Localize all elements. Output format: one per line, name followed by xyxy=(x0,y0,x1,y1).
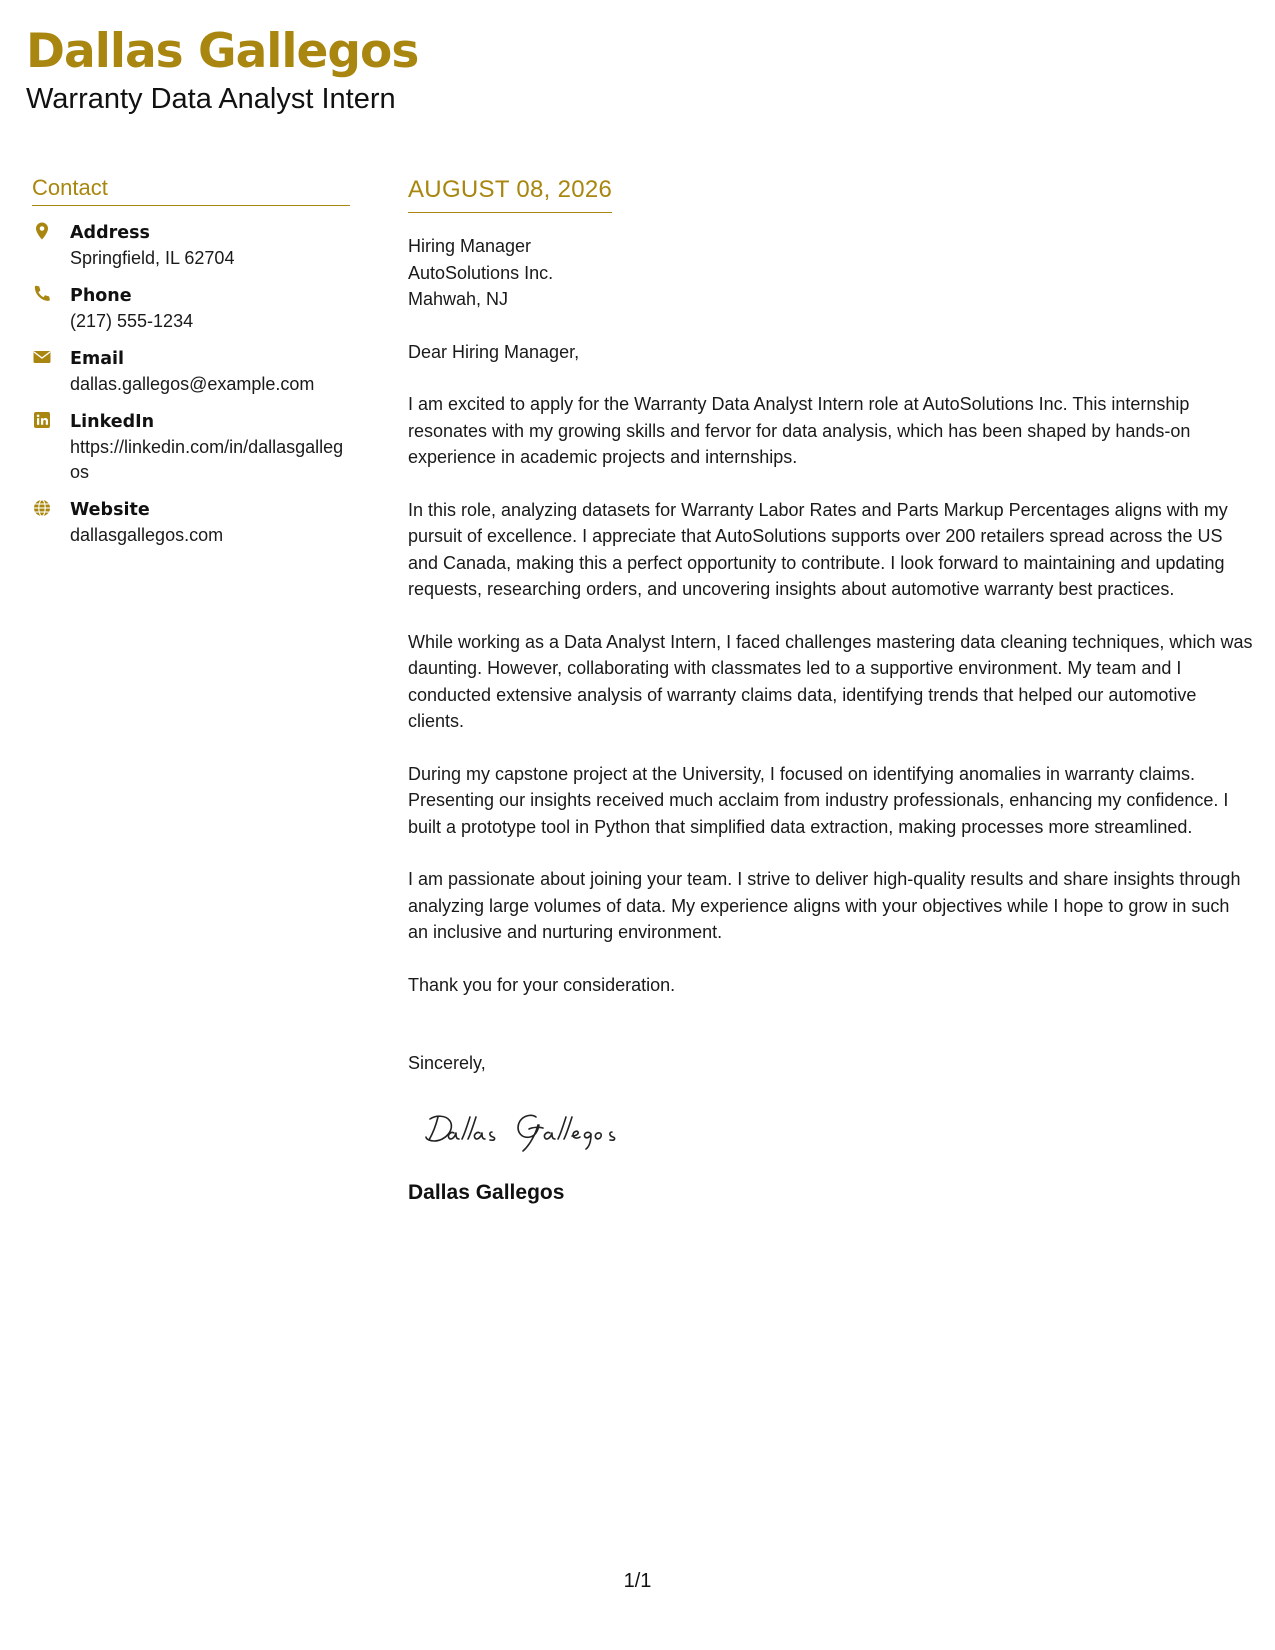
recipient-company: AutoSolutions Inc. xyxy=(408,262,554,283)
linkedin-icon xyxy=(32,409,70,485)
contact-label: Phone xyxy=(70,286,132,306)
website-link[interactable]: dallasgallegos.com xyxy=(70,525,224,545)
salutation: Dear Hiring Manager, xyxy=(408,341,580,362)
applicant-name: Dallas Gallegos xyxy=(26,24,419,79)
letter-body xyxy=(408,176,1254,1205)
thank-you-line: Thank you for your consideration. xyxy=(408,974,676,995)
contact-item-phone xyxy=(32,283,350,334)
globe-icon xyxy=(32,497,70,548)
letter-header xyxy=(26,22,418,116)
contact-label: Website xyxy=(70,500,150,520)
recipient-block xyxy=(408,233,1254,313)
body-paragraph: I am excited to apply for the Warranty Data Analyst Intern role at AutoSolutions Inc. This internship resonates with my growing skills and fervor for data analysis, which has been shaped by hands-on experience in academic projects and internships. xyxy=(408,394,1191,467)
phone-value: (217) 555-1234 xyxy=(70,311,194,331)
job-title: Warranty Data Analyst Intern xyxy=(26,83,396,115)
closing: Sincerely, xyxy=(408,1053,486,1073)
contact-item-website xyxy=(32,497,350,548)
contact-label: Email xyxy=(70,349,124,369)
body-paragraph: During my capstone project at the University, I focused on identifying anomalies in warranty claims. Presenting our insights received much acclaim from industry professionals, enhancing my confidence. I built a prototype tool in Python that simplified data extraction, making processes more streamlined. xyxy=(408,763,1229,837)
letter-date: AUGUST 08, 2026 xyxy=(408,176,612,213)
signer-name: Dallas Gallegos xyxy=(408,1180,565,1204)
contact-section-title: Contact xyxy=(32,175,350,206)
recipient-location: Mahwah, NJ xyxy=(408,289,509,309)
contact-item-address xyxy=(32,220,350,271)
linkedin-link[interactable]: https://linkedin.com/in/dallasgallegos xyxy=(70,437,344,482)
recipient-name: Hiring Manager xyxy=(408,236,532,256)
handwritten-signature xyxy=(416,1099,1254,1159)
body-paragraph: While working as a Data Analyst Intern, I faced challenges mastering data cleaning techniques, which was daunting. However, collaborating with classmates led to a supportive environment. My team and I conducted extensive analysis of warranty claims data, identifying trends that helped our automotive clients. xyxy=(408,631,1253,731)
contact-item-linkedin xyxy=(32,409,350,485)
body-paragraph: I am passionate about joining your team. I strive to deliver high-quality results and share insights through analyzing large volumes of data. My experience aligns with your objectives while I hope to grow in such an inclusive and nurturing environment. xyxy=(408,869,1241,942)
page-number: 1/1 xyxy=(623,1570,652,1592)
address-value: Springfield, IL 62704 xyxy=(70,248,235,268)
email-link[interactable]: dallas.gallegos@example.com xyxy=(70,374,315,394)
phone-icon xyxy=(32,283,70,334)
contact-label: LinkedIn xyxy=(70,412,155,432)
location-pin-icon xyxy=(32,220,70,271)
contact-item-email xyxy=(32,346,350,397)
envelope-icon xyxy=(32,346,70,397)
body-paragraph: In this role, analyzing datasets for Warranty Labor Rates and Parts Markup Percentages aligns with my pursuit of excellence. I appreciate that AutoSolutions supports over 200 retailers spread across the US and Canada, making this a perfect opportunity to contribute. I look forward to maintaining and updating requests, researching orders, and uncovering insights about automotive warranty best practices. xyxy=(408,499,1228,599)
contact-label: Address xyxy=(70,223,150,243)
contact-sidebar xyxy=(32,175,350,560)
